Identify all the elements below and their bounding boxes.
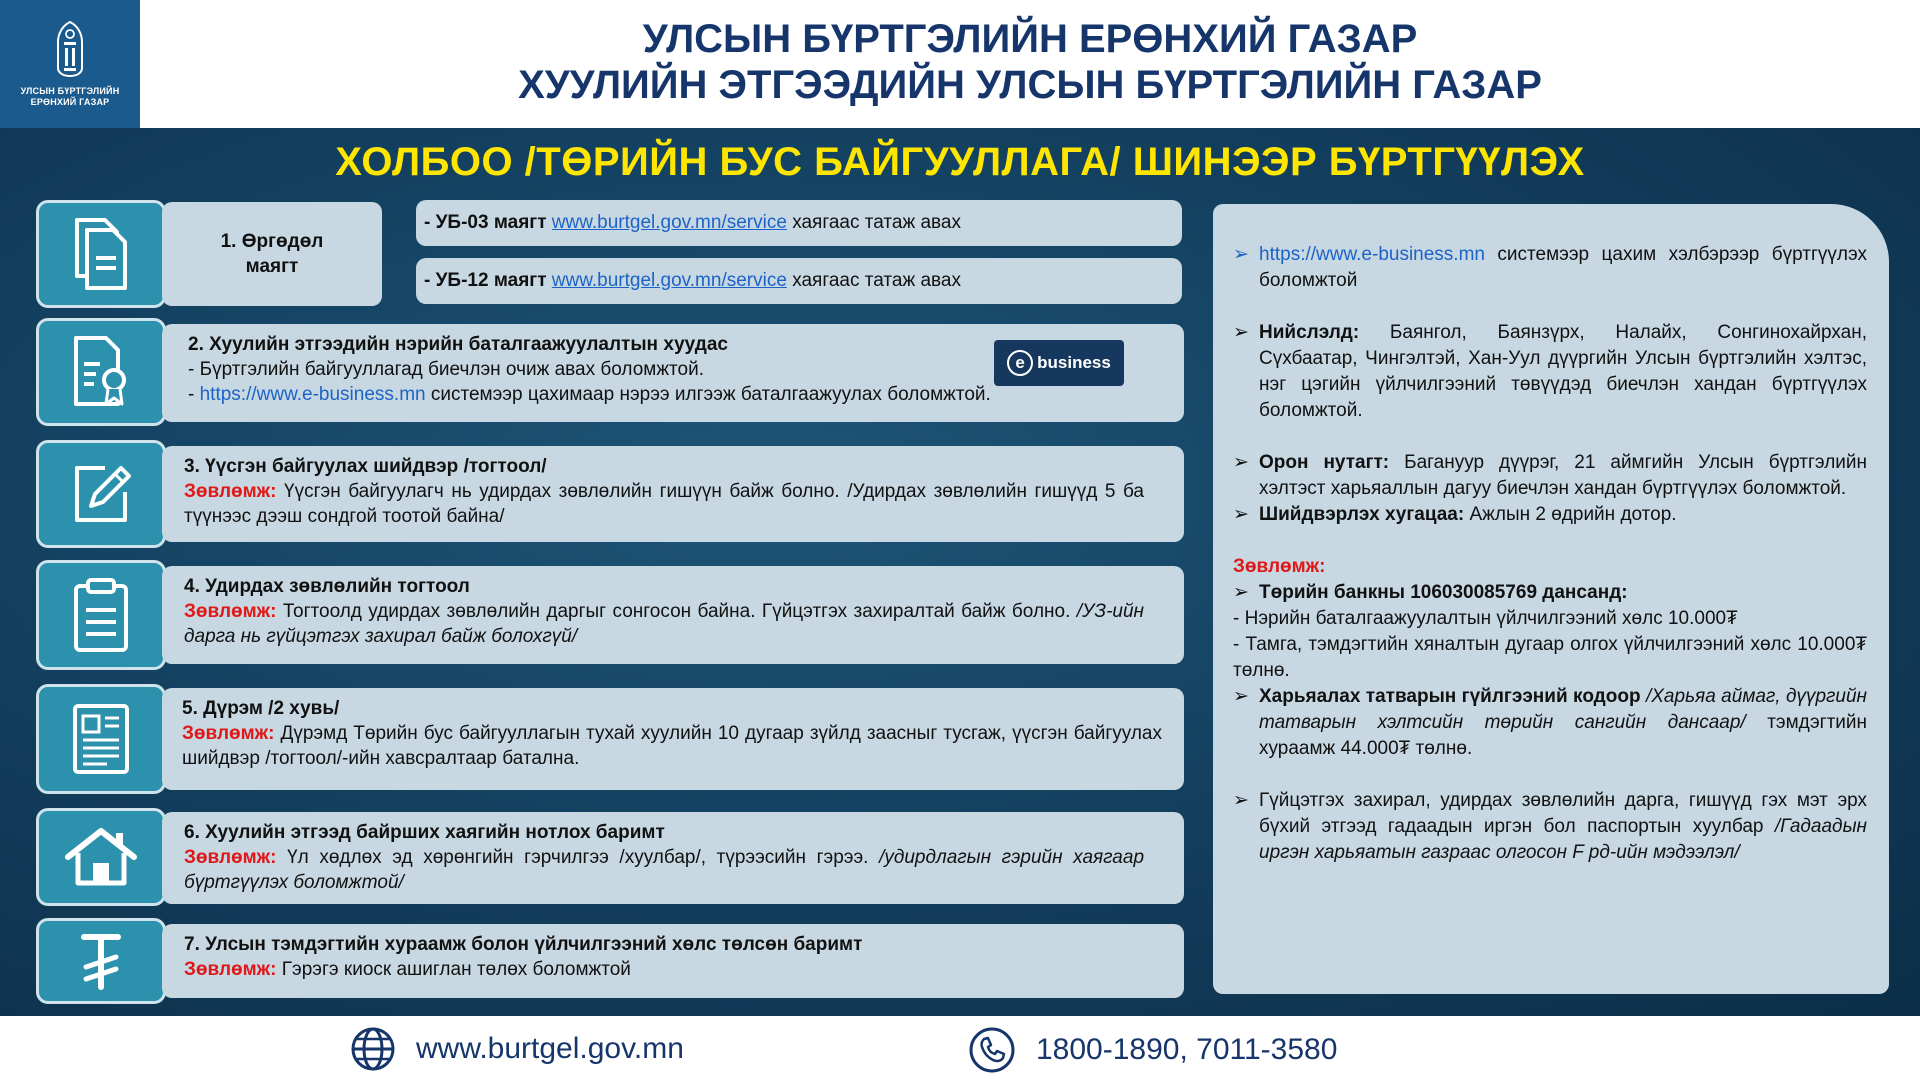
step3-title: 3. Үүсгэн байгуулах шийдвэр /тогтоол/ xyxy=(184,456,547,477)
fee-line-1: - Нэрийн баталгаажуулалтын үйлчилгээний хөлс 10.000₮ xyxy=(1233,608,1738,629)
step3-tip: Зөвлөмж: Үүсгэн байгуулагч нь удирдах зөвлөлийн гишүүн байж болно. /Удирдах зөвлөлийн гишүүд 5 ба түүнээс дээш сондгой тоотой байна/ xyxy=(184,481,1145,527)
footer-phone xyxy=(968,1026,1337,1074)
header-title-1: УЛСЫН БҮРТГЭЛИЙН ЕРӨНХИЙ ГАЗАР xyxy=(642,17,1418,61)
main-area xyxy=(0,128,1920,1016)
step7-tip: Зөвлөмж: Гэрэгэ киоск ашиглан төлөх боломжтой xyxy=(184,959,631,980)
info-item-foreign: ➢ Гүйцэтгэх захирал, удирдах зөвлөлийн дарга, гишүүд гэх мэт эрх бүхий этгээд гадаадын иргэн бол паспортын хуулбар /Гадаадын иргэн харьяатын газраас олгосон F рд-ийн мэдээлэл/ xyxy=(1233,788,1867,866)
step5-icon-box xyxy=(36,684,166,794)
step6-title: 6. Хуулийн этгээд байрших хаягийн нотлох баримт xyxy=(184,822,665,843)
form2-link[interactable]: www.burtgel.gov.mn/service xyxy=(551,270,787,291)
arrow-icon: ➢ xyxy=(1233,452,1249,473)
footer xyxy=(0,1016,1920,1080)
step5-tip: Зөвлөмж: Дүрэмд Төрийн бус байгууллагын тухай хуулийн 10 дугаар зүйлд заасныг тусгаж, үүсгэн байгуулах шийдвэр /тогтоол/-ийн хавсралтаар батална. xyxy=(182,723,1162,769)
step3-icon-box xyxy=(36,440,166,548)
step4-icon-box xyxy=(36,560,166,670)
certificate-icon xyxy=(66,334,136,410)
form1-code: - УБ-03 маягт xyxy=(424,212,547,233)
tugrik-icon xyxy=(78,931,124,991)
arrow-icon: ➢ xyxy=(1233,790,1249,811)
ebusiness-badge: e business xyxy=(994,340,1124,386)
step1-card xyxy=(162,202,382,306)
info-item-rural: ➢ Орон нутагт: Багануур дүүрэг, 21 аймгийн Улсын бүртгэлийн хэлтэст харьяаллын дагуу биечлэн хандан бүртгүүлэх боломжтой. xyxy=(1233,450,1867,502)
newspaper-icon xyxy=(65,700,137,778)
info-item-tax: ➢ Харьяалах татварын гүйлгээний кодоор /Харьяа аймаг, дүүргийн татварын хэлтсийн төрийн сангийн дансаар/ тэмдэгтийн хураамж 44.000₮ төлнө. xyxy=(1233,684,1867,762)
step5-card xyxy=(162,688,1184,790)
edit-pencil-icon xyxy=(65,458,137,530)
emblem-icon xyxy=(54,20,86,78)
step6-card xyxy=(162,812,1184,904)
documents-icon xyxy=(63,214,139,294)
info-panel xyxy=(1213,204,1889,994)
clipboard-icon xyxy=(68,576,134,654)
info-item-duration: ➢ Шийдвэрлэх хугацаа: Ажлын 2 өдрийн дотор. xyxy=(1233,502,1867,528)
phone-icon xyxy=(968,1026,1016,1074)
arrow-icon: ➢ xyxy=(1233,244,1249,265)
step2-line1: - Бүртгэлийн байгууллагад биечлэн очиж авах боломжтой. xyxy=(188,359,704,380)
form1-suffix: хаягаас татаж авах xyxy=(792,212,961,233)
header-title-2: ХУУЛИЙН ЭТГЭЭДИЙН УЛСЫН БҮРТГЭЛИЙН ГАЗАР xyxy=(518,63,1542,107)
step6-icon-box xyxy=(36,808,166,906)
footer-website xyxy=(350,1026,684,1072)
step4-tip: Зөвлөмж: Тогтоолд удирдах зөвлөлийн даргыг сонгосон байна. Гүйцэтгэх захиралтай байж болно. /УЗ-ийн дарга нь гүйцэтгэх захирал байж болохгүй/ xyxy=(184,601,1145,647)
info-item-capital: ➢ Нийслэлд: Баянгол, Баянзүрх, Налайх, Сонгинохайрхан, Сүхбаатар, Чингэлтэй, Хан-Уул дүүргийн Улсын бүртгэлийн хэлтэс, нэг цэгийн үйлчилгээний төвүүдэд биечлэн хандан бүртгүүлэх боломжтой. xyxy=(1233,320,1867,424)
tip-heading: Зөвлөмж: xyxy=(1233,556,1326,577)
step3-card xyxy=(162,446,1184,542)
home-icon xyxy=(64,825,138,889)
form2-code: - УБ-12 маягт xyxy=(424,270,547,291)
globe-icon xyxy=(350,1026,396,1072)
ebusiness-link[interactable]: https://www.e-business.mn xyxy=(1259,244,1485,265)
form2-suffix: хаягаас татаж авах xyxy=(792,270,961,291)
step7-icon-box xyxy=(36,918,166,1004)
step1-title: 1. Өргөдөл маягт xyxy=(220,231,324,277)
arrow-icon: ➢ xyxy=(1233,322,1249,343)
arrow-icon: ➢ xyxy=(1233,582,1249,603)
main-title: ХОЛБОО /ТӨРИЙН БУС БАЙГУУЛЛАГА/ ШИНЭЭР БҮРТГҮҮЛЭХ xyxy=(335,140,1585,184)
step2-line2: - https://www.e-business.mn системээр цахимаар нэрээ илгээж баталгаажуулах боломжтой. xyxy=(188,384,991,405)
info-item-bank: ➢ Төрийн банкны 106030085769 дансанд: xyxy=(1233,580,1867,606)
arrow-icon: ➢ xyxy=(1233,686,1249,707)
logo-text: УЛСЫН БҮРТГЭЛИЙН ЕРӨНХИЙ ГАЗАР xyxy=(20,86,120,107)
step7-card xyxy=(162,924,1184,998)
logo xyxy=(0,0,140,128)
step4-card xyxy=(162,566,1184,664)
step2-title: 2. Хуулийн этгээдийн нэрийн баталгаажуулалтын хуудас xyxy=(188,334,728,355)
info-item-ebusiness: ➢ https://www.e-business.mn системээр цахим хэлбэрээр бүртгүүлэх боломжтой xyxy=(1233,242,1867,294)
header-titles xyxy=(140,16,1920,108)
arrow-icon: ➢ xyxy=(1233,504,1249,525)
step6-tip: Зөвлөмж: Үл хөдлөх эд хөрөнгийн гэрчилгээ /хуулбар/, түрээсийн гэрээ. /удирдлагын гэрийн хаягаар бүртгүүлэх боломжтой/ xyxy=(184,847,1145,893)
fee-line-2: - Тамга, тэмдэгтийн хяналтын дугаар олгох үйлчилгээний хөлс 10.000₮ төлнө. xyxy=(1233,634,1867,681)
step1-form2 xyxy=(416,258,1182,304)
step4-title: 4. Удирдах зөвлөлийн тогтоол xyxy=(184,576,470,597)
step2-ebusiness-link[interactable]: https://www.e-business.mn xyxy=(199,384,426,405)
form1-link[interactable]: www.burtgel.gov.mn/service xyxy=(551,212,787,233)
phone-number[interactable]: 1800-1890, 7011-3580 xyxy=(1036,1033,1338,1066)
step5-title: 5. Дүрэм /2 хувь/ xyxy=(182,698,340,719)
step2-icon-box xyxy=(36,318,166,426)
step1-form1 xyxy=(416,200,1182,246)
ebusiness-e-icon: e xyxy=(1007,350,1033,376)
website-link[interactable]: www.burtgel.gov.mn xyxy=(416,1032,684,1065)
step1-icon-box xyxy=(36,200,166,308)
header xyxy=(0,0,1920,128)
step7-title: 7. Улсын тэмдэгтийн хураамж болон үйлчилгээний хөлс төлсөн баримт xyxy=(184,934,863,955)
